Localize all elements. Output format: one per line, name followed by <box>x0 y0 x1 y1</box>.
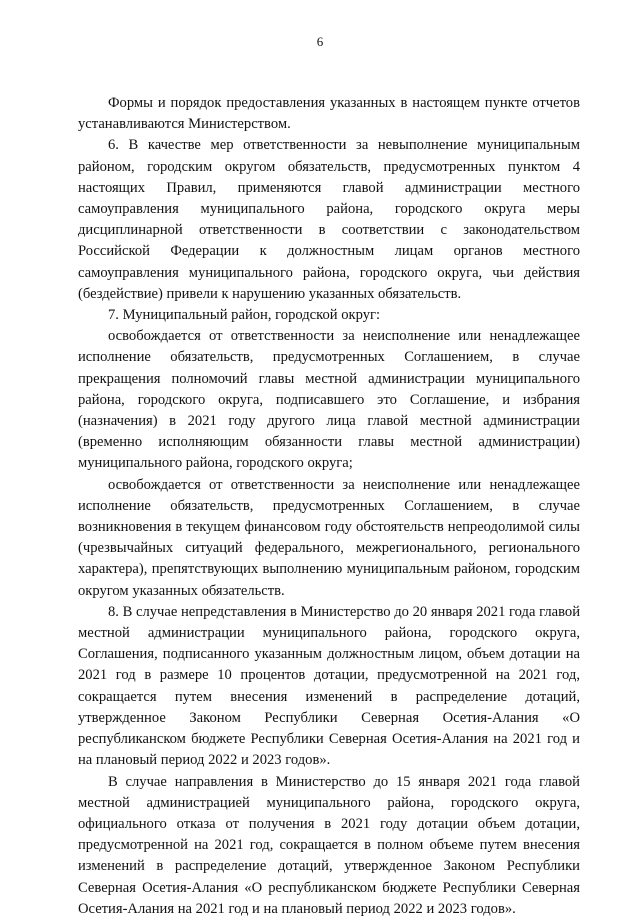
paragraph-item-6: 6. В качестве мер ответственности за невыполнение муниципальным районом, городским округом обязательств, предусмотренных пунктом 4 настоящих Правил, применяются главой администрации местного самоуправления муниципального района, городского округа меры дисциплинарной ответственности в соответствии с законодательством Российской Федерации к должностным лицам органов местного самоуправления муниципального района, городского округа, чьи действия (бездействие) привели к нарушению указанных обязательств. <box>78 137 580 302</box>
paragraph-reports-form: Формы и порядок предоставления указанных в настоящем пункте отчетов устанавливаются Министерством. <box>78 95 580 133</box>
paragraph-item-7: 7. Муниципальный район, городской округ: <box>108 307 381 324</box>
paragraph-refusal-case: В случае направления в Министерство до 15 января 2021 года главой местной администрацией муниципального района, городского округа, официального отказа от получения в 2021 году дотации объем дотации, предусмотренной на 2021 год, сокращается в полном объеме путем внесения изменений в распределение дотаций, утвержденное Законом Республики Северная Осетия-Алания «О республиканском бюджете Республики Северная Осетия-Алания на 2021 год и на плановый период 2022 и 2023 годов». <box>78 773 580 917</box>
page-number: 6 <box>316 34 324 49</box>
paragraph-item-8: 8. В случае непредставления в Министерство до 20 января 2021 года главой местной администрации муниципального района, городского округа, Соглашения, подписанного указанным должностным лицом, объем дотации на 2021 год в размере 10 процентов дотации, предусмотренной на 2021 год, сокращается путем внесения изменений в распределение дотаций, утвержденное Законом Республики Северная Осетия-Алания «О республиканском бюджете Республики Северная Осетия-Алания на 2021 год и на плановый период 2022 и 2023 годов». <box>78 603 580 769</box>
paragraph-item-7-clause-1: освобождается от ответственности за неисполнение или ненадлежащее исполнение обязательств, предусмотренных Соглашением, в случае прекращения полномочий главы местной администрации муниципального района, городского округа, подписавшего это Соглашение, и избрания (назначения) в 2021 году другого лица главой местной администрации (временно исполняющим обязанности главы местной администрации) муниципального района, городского округа; <box>78 328 580 472</box>
paragraph-item-7-clause-2: освобождается от ответственности за неисполнение или ненадлежащее исполнение обязательств, предусмотренных Соглашением, в случае возникновения в текущем финансовом году обстоятельств непреодолимой силы (чрезвычайных ситуаций федерального, межрегионального, регионального характера), препятствующих выполнению муниципальным районом, городским округом указанных обязательств. <box>78 476 580 599</box>
document-body <box>78 93 580 920</box>
